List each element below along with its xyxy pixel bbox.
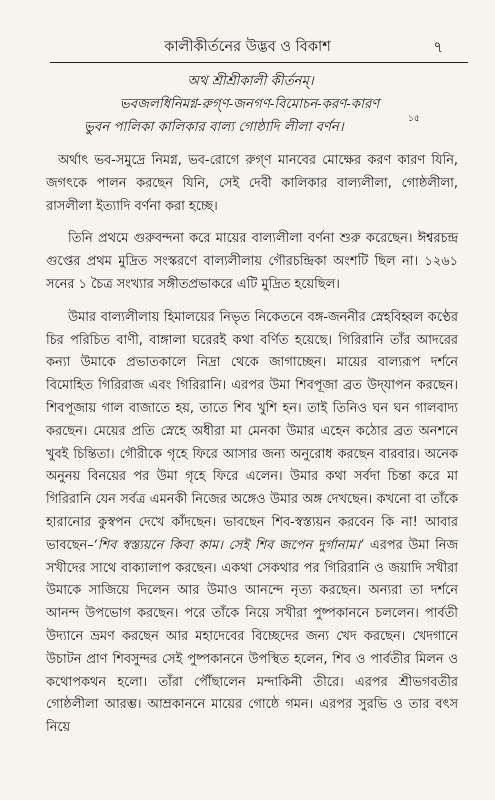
verse-heading-line-3 <box>0 116 495 139</box>
paragraph-1: অর্থাৎ ভব-সমুদ্রে নিমগ্ন, ভব-রোগে রুগ্ণ মানবের মোক্ষের করণ কারণ যিনি, জগৎকে পালন করছেন যিনি, সেই দেবী কালিকার বাল্যলীলা, গোষ্ঠলীলা, রাসলীলা ইত্যাদি বর্ণনা করা হচ্ছে। <box>46 153 458 214</box>
verse-heading-line-1: অথ শ্রীশ্রীকালী কীর্তনম্। <box>187 74 314 89</box>
page-header <box>0 36 495 60</box>
footnote-mark: ১৫ <box>408 114 420 124</box>
paragraph-3-text-a: উমার বাল্যলীলায় হিমালয়ের নিভৃত নিকেতনে বঙ্গ-জননীর স্নেহবিহ্বল কণ্ঠের চির পরিচিত বাণী, বাঙ্গালা ঘরেরই কথা বর্ণিত হয়েছে। গিরিরানি তাঁর আদরের কন্যা উমাকে প্রভাতকালে নিদ্রা থেকে জাগাচ্ছেন। মায়ের বাল্যরূপ দর্শনে বিমোহিত গিরিরাজ এবং গিরিরানি। এরপর উমা শিবপূজা ব্রত উদ্‌যাপন করছেন। শিবপূজায় গাল বাজাতে হয়, তাতে শিব খুশি হন। তাই তিনিও ঘন ঘন গালবাদ্য করছেন। মেয়ের প্রতি স্নেহে অধীরা মা মেনকা উমার এহেন কঠোর ব্রত অনশনে খুবই চিন্তিতা। গৌরীকে গৃহে ফিরে আসার জন্য অনুরোধ করছেন বারবার। অনেক অনুনয় বিনয়ের পর উমা গৃহে ফিরে এলেন। উমার কথা সর্বদা চিন্তা করে মা গিরিরানি যেন সর্বত্র এমনকী নিজের অঙ্গেও উমার অঙ্গ দেখছেন। কখনো বা তাঁকে হারানোর কুস্বপন দেখে কাঁদছেন। ভাবছেন শিব-স্বস্ত্যয়ন করবেন কি না! আবার ভাবছেন– <box>46 309 458 553</box>
paragraph-2: তিনি প্রথমে গুরুবন্দনা করে মায়ের বাল্যলীলা বর্ণনা শুরু করেছেন। ঈশ্বরচন্দ্র গুপ্তের প্রথম মুদ্রিত সংস্করণে বাল্যলীলায় গৌরচন্দ্রিকা অংশটি ছিল না। ১২৬১ সনের ১ চৈত্র সংখ্যার সঙ্গীতপ্রভাকরে এটি মুদ্রিত হয়েছিল। <box>46 231 458 292</box>
verse-heading-line-3-text: ভুবন পালিকা কালিকার বাল্য গোষ্ঠাদি লীলা বর্ণন। <box>84 120 344 135</box>
body-text <box>46 150 458 750</box>
header-rule <box>50 62 468 63</box>
verse-heading <box>0 70 495 139</box>
paragraph-3-text-b: এরপর উমা নিজ সখীদের সাথে বাক্যালাপ করছেন। একথা সেকথার পর গিরিরানি ও জয়াদি সখীরা উমাকে সাজিয়ে দিলেন আর উমাও আনন্দে নৃত্য করছেন। অন্যরা তা দর্শনে আনন্দ উপভোগ করছেন। পরে তাঁকে নিয়ে সখীরা পুষ্পকাননে চললেন। পার্বতী উদ্যানে ভ্রমণ করছেন আর মহাদেবের বিচ্ছেদের জন্য খেদ করছেন। খেদগানে উচাটন প্রাণ শিবসুন্দর সেই পুষ্পকাননে উপস্থিত হলেন, শিব ও পার্বতীর মিলন ও কথোপকথন হলো। তাঁরা পৌঁছালেন মন্দাকিনী তীরে। এরপর শ্রীভগবতীর গোষ্ঠলীলা আরম্ভ। আম্রকাননে মায়ের গোষ্ঠে গমন। এরপর সুরভি ও তার বৎস নিয়ে <box>46 537 458 736</box>
verse-heading-line-2: ভবজলধিনিমগ্ন-রুগ্ণ-জনগণ-বিমোচন-করণ-কারণ <box>119 97 380 112</box>
paragraph-3-quote: ‘শিব স্বস্ত্যয়নে কিবা কাম। সেই শিব জপেন দুর্গানাম।’ <box>93 537 365 553</box>
running-head: কালীকীর্তনের উদ্ভব ও বিকাশ <box>164 39 331 55</box>
paragraph-3 <box>46 307 458 740</box>
page-number: ৭ <box>433 38 443 56</box>
